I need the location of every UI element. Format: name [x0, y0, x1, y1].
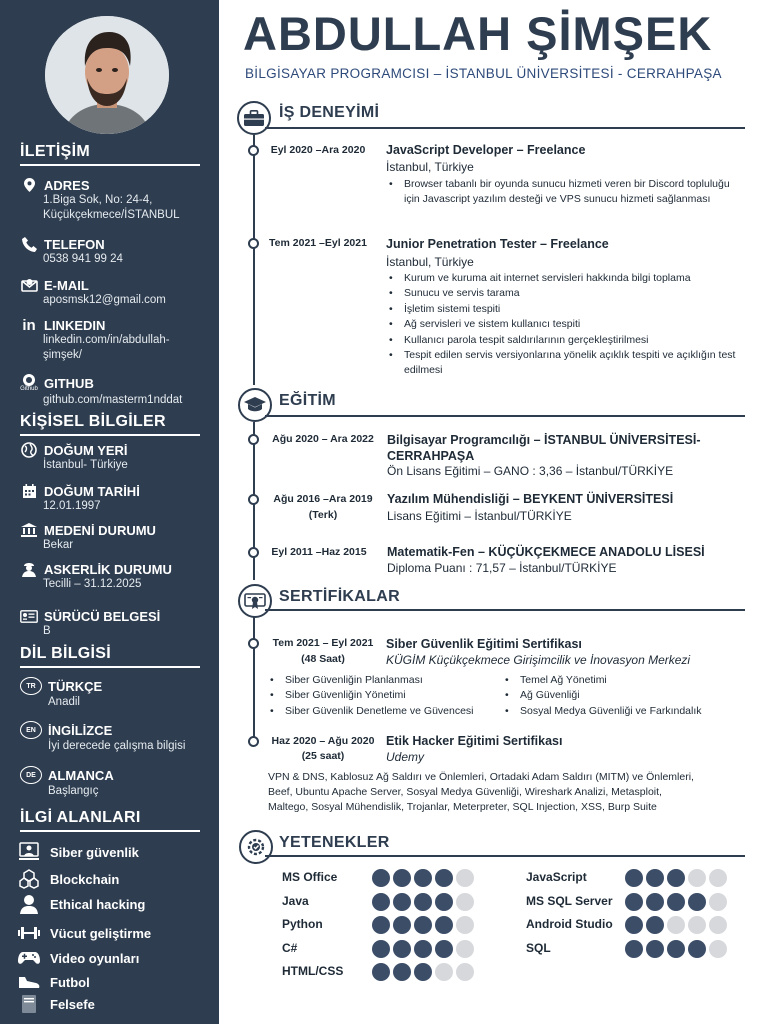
bullet-item: • Tespit edilen servis versiyonlarına yönelik açıklık tespiti ve açıklığın test edilmesi — [386, 348, 738, 379]
description-line: Maltego, Sosyal Mühendislik, Trojanlar, Meterpreter, SQL Injection, XSS, Burp Suite — [268, 800, 657, 813]
section-divider — [265, 127, 745, 129]
personal-label: MEDENİ DURUMU — [44, 522, 156, 538]
user-icon — [18, 894, 40, 914]
address-line-2: Küçükçekmece/İSTANBUL — [43, 209, 180, 221]
entry-detail: Lisans Eğitimi – İstanbul/TÜRKİYE — [387, 509, 572, 523]
contact-label: TELEFON — [44, 236, 105, 252]
bullet-item: • Siber Güvenlik Denetleme ve Güvencesi — [267, 704, 507, 719]
interest-item — [18, 842, 139, 862]
section-divider — [265, 415, 745, 417]
interest-name: Futbol — [50, 974, 90, 990]
interest-item — [18, 994, 95, 1014]
book-icon — [18, 994, 40, 1014]
entry-date: Ağu 2016 –Ara 2019 — [273, 493, 373, 505]
email-icon — [20, 277, 38, 293]
interest-name: Blockchain — [50, 871, 120, 887]
rating-dot-filled — [372, 916, 390, 934]
entry-date: Ağu 2020 – Ara 2022 — [272, 433, 374, 445]
rating-dot-empty — [709, 940, 727, 958]
description-line: Beef, Ubuntu Apache Server, Sosyal Medya Güvenliği, Wireshark Analizi, Metasploit, — [268, 785, 662, 798]
personal-label: SÜRÜCÜ BELGESİ — [44, 608, 161, 624]
certificate-icon — [238, 584, 272, 618]
personal-label: DOĞUM YERİ — [44, 442, 128, 458]
rating-dot-empty — [456, 963, 474, 981]
skill-rating — [625, 893, 727, 911]
personal-value: Tecilli – 31.12.2025 — [43, 578, 142, 590]
entry-description — [268, 770, 748, 814]
contact-address — [20, 177, 216, 223]
bullet-item: • Ağ Güvenliği — [502, 688, 742, 703]
skill-name: HTML/CSS — [282, 964, 344, 979]
entry-title: JavaScript Developer – Freelance — [386, 143, 586, 157]
rating-dot-filled — [435, 869, 453, 887]
dumbbell-icon — [18, 923, 40, 943]
rating-dot-filled — [393, 940, 411, 958]
contact-label: ADRES — [44, 177, 90, 193]
location-pin-icon — [20, 177, 38, 193]
skill-rating — [372, 869, 474, 887]
skill-name: Java — [282, 893, 309, 908]
rating-dot-filled — [435, 893, 453, 911]
entry-date: Tem 2021 –Eyl 2021 — [269, 237, 367, 249]
rating-dot-filled — [625, 893, 643, 911]
interest-item — [18, 869, 119, 889]
contact-label: GITHUB — [44, 375, 94, 391]
bullet-item: • İşletim sistemi tespiti — [386, 302, 738, 317]
entry-title: Yazılım Mühendisliği – BEYKENT ÜNİVERSİTESİ — [387, 492, 674, 506]
personal-license — [20, 608, 216, 639]
timeline-dot — [248, 494, 259, 505]
personal-birthplace — [20, 442, 216, 473]
language-level: Başlangıç — [48, 785, 99, 797]
interest-name: Video oyunları — [50, 950, 140, 966]
entry-date: Haz 2020 – Ağu 2020 — [271, 735, 375, 747]
entry-title: Bilgisayar Programcılığı – İSTANBUL ÜNİVERSİTESİ-CERRAHPAŞA — [387, 433, 701, 463]
timeline-dot — [248, 736, 259, 747]
rating-dot-filled — [625, 869, 643, 887]
contact-section-title: İLETİŞİM — [20, 143, 200, 166]
contact-github — [20, 373, 216, 408]
personal-value: 12.01.1997 — [43, 500, 101, 512]
rating-dot-empty — [688, 869, 706, 887]
entry-title: Siber Güvenlik Eğitimi Sertifikası — [386, 637, 582, 651]
contact-email — [20, 277, 216, 308]
interests-section-title: İLGİ ALANLARI — [20, 809, 200, 832]
rating-dot-filled — [667, 893, 685, 911]
interest-name: Vücut geliştirme — [50, 925, 152, 941]
entry-location: İstanbul, Türkiye — [386, 160, 474, 174]
entry-date: Eyl 2011 –Haz 2015 — [271, 546, 367, 558]
entry-title: Junior Penetration Tester – Freelance — [386, 237, 609, 251]
interest-name: Felsefe — [50, 996, 95, 1012]
personal-value: B — [43, 625, 51, 637]
contact-phone — [20, 236, 216, 267]
phone-number[interactable]: 0538 941 99 24 — [43, 253, 123, 265]
interest-name: Siber güvenlik — [50, 844, 139, 860]
rating-dot-empty — [456, 869, 474, 887]
rating-dot-empty — [709, 869, 727, 887]
skill-name: Android Studio — [526, 917, 613, 932]
linkedin-url-line-2[interactable]: şimşek/ — [43, 349, 82, 361]
rating-dot-filled — [435, 940, 453, 958]
languages-section-title: DİL BİLGİSİ — [20, 645, 200, 668]
skills-gear-icon — [239, 830, 273, 864]
entry-duration: (48 Saat) — [301, 653, 345, 665]
address-line-1: 1.Biga Sok, No: 24-4, — [43, 194, 153, 206]
rating-dot-empty — [456, 940, 474, 958]
interest-item — [18, 894, 145, 914]
rating-dot-filled — [688, 940, 706, 958]
rating-dot-filled — [625, 916, 643, 934]
license-card-icon — [20, 608, 38, 624]
rating-dot-empty — [667, 916, 685, 934]
rating-dot-filled — [393, 916, 411, 934]
skill-name: MS SQL Server — [526, 893, 613, 908]
bullet-item: • Siber Güvenliğin Yönetimi — [267, 688, 507, 703]
entry-bullets — [386, 271, 738, 379]
skill-rating — [372, 963, 474, 981]
bullet-item: • Browser tabanlı bir oyunda sunucu hizmeti veren bir Discord topluluğu için Javascript yazılım desteği ve VPS sunucu hizmeti sağlanması — [386, 177, 738, 208]
skill-name: C# — [282, 940, 298, 955]
shoe-icon — [18, 972, 40, 992]
personal-section-title: KİŞİSEL BİLGİLER — [20, 413, 200, 436]
github-icon — [20, 373, 38, 393]
personal-birthdate — [20, 483, 216, 514]
contact-label: LINKEDIN — [44, 317, 106, 333]
entry-bullets-left — [267, 673, 507, 719]
linkedin-url-line-1[interactable]: linkedin.com/in/abdullah- — [43, 334, 170, 346]
section-divider — [265, 609, 745, 611]
personal-marital — [20, 522, 216, 553]
blockchain-icon — [18, 869, 40, 889]
contact-linkedin — [20, 317, 216, 363]
language-badge-icon: DE — [20, 766, 42, 784]
bullet-item: • Kullanıcı parola tespit saldırılarının gerçekleştirilmesi — [386, 333, 738, 348]
rating-dot-filled — [414, 916, 432, 934]
timeline-dot — [248, 638, 259, 649]
section-divider — [265, 855, 745, 857]
rating-dot-filled — [414, 869, 432, 887]
sidebar — [0, 0, 219, 1024]
calendar-icon — [20, 483, 38, 499]
bullet-item: • Kurum ve kuruma ait internet servisleri hakkında bilgi toplama — [386, 271, 738, 286]
bullet-item: • Siber Güvenliğin Planlanması — [267, 673, 507, 688]
skill-rating — [372, 916, 474, 934]
language-level: İyi derecede çalışma bilgisi — [48, 740, 186, 752]
rating-dot-filled — [372, 940, 390, 958]
rating-dot-empty — [709, 916, 727, 934]
rating-dot-filled — [667, 940, 685, 958]
rating-dot-filled — [414, 963, 432, 981]
rating-dot-filled — [414, 940, 432, 958]
skill-rating — [625, 869, 727, 887]
timeline-line — [253, 616, 255, 746]
skill-name: MS Office — [282, 870, 338, 884]
rating-dot-filled — [646, 869, 664, 887]
rating-dot-empty — [709, 893, 727, 911]
building-icon — [20, 522, 38, 538]
entry-bullets — [386, 177, 738, 208]
language-name: ALMANCA — [48, 767, 114, 783]
entry-date-note: (Terk) — [308, 509, 338, 521]
rating-dot-filled — [435, 916, 453, 934]
timeline-dot — [248, 434, 259, 445]
entry-issuer: Udemy — [386, 750, 425, 764]
language-name: İNGİLİZCE — [48, 722, 113, 738]
rating-dot-empty — [456, 916, 474, 934]
email-address[interactable]: aposmsk12@gmail.com — [43, 294, 166, 306]
rating-dot-filled — [393, 893, 411, 911]
contact-label: E-MAIL — [44, 277, 89, 293]
language-badge-icon: TR — [20, 677, 42, 695]
phone-icon — [20, 236, 38, 252]
description-line: VPN & DNS, Kablosuz Ağ Saldırı ve Önlemleri, Ortadaki Adam Saldırı (MITM) ve Önlemleri, — [268, 771, 694, 783]
language-item — [20, 721, 216, 754]
rating-dot-filled — [646, 893, 664, 911]
interest-item — [18, 948, 139, 968]
language-name: TÜRKÇE — [48, 678, 103, 694]
rating-dot-filled — [372, 869, 390, 887]
bullet-item: • Sunucu ve servis tarama — [386, 286, 738, 301]
certificates-section-title: SERTİFİKALAR — [279, 588, 400, 605]
soldier-icon — [20, 561, 38, 577]
entry-title: Etik Hacker Eğitimi Sertifikası — [386, 734, 563, 748]
gamepad-icon — [18, 948, 40, 968]
github-icon-caption: Github — [20, 385, 38, 392]
rating-dot-filled — [414, 893, 432, 911]
linkedin-icon: in — [22, 316, 36, 334]
entry-detail: Ön Lisans Eğitimi – GANO : 3,36 – İstanbul/TÜRKİYE — [387, 464, 674, 478]
entry-date: Tem 2021 – Eyl 2021 — [272, 637, 374, 649]
personal-value: Bekar — [43, 539, 74, 551]
entry-date: Eyl 2020 –Ara 2020 — [270, 144, 366, 156]
timeline-dot — [248, 238, 259, 249]
skills-section-title: YETENEKLER — [279, 834, 390, 851]
rating-dot-empty — [456, 893, 474, 911]
rating-dot-filled — [646, 916, 664, 934]
skill-rating — [372, 940, 474, 958]
skill-rating — [625, 916, 727, 934]
timeline-line — [253, 135, 255, 385]
skill-name: SQL — [526, 940, 551, 955]
globe-icon — [20, 442, 38, 458]
personal-label: ASKERLİK DURUMU — [44, 561, 172, 577]
language-item — [20, 677, 216, 710]
entry-issuer: KÜGİM Küçükçekmece Girişimcilik ve İnovasyon Merkezi — [386, 653, 691, 667]
skill-rating — [625, 940, 727, 958]
briefcase-icon — [237, 101, 271, 135]
entry-title: Matematik-Fen – KÜÇÜKÇEKMECE ANADOLU LİSESİ — [387, 545, 705, 559]
language-level: Anadil — [48, 696, 80, 708]
personal-military — [20, 561, 216, 592]
personal-value: İstanbul- Türkiye — [43, 459, 128, 471]
rating-dot-filled — [372, 893, 390, 911]
experience-section-title: İŞ DENEYİMİ — [279, 104, 380, 121]
rating-dot-empty — [688, 916, 706, 934]
personal-label: DOĞUM TARİHİ — [44, 483, 140, 499]
skill-name: JavaScript — [526, 870, 587, 884]
bullet-item: • Temel Ağ Yönetimi — [502, 673, 742, 688]
bullet-item: • Sosyal Medya Güvenliği ve Farkındalık — [502, 704, 742, 719]
rating-dot-filled — [393, 963, 411, 981]
interest-item — [18, 972, 90, 992]
entry-location: İstanbul, Türkiye — [386, 255, 474, 269]
interest-name: Ethical hacking — [50, 896, 146, 912]
language-badge-icon: EN — [20, 721, 42, 739]
github-url[interactable]: github.com/masterm1nddat — [43, 394, 183, 406]
education-section-title: EĞİTİM — [279, 392, 336, 409]
entry-detail: Diploma Puanı : 71,57 – İstanbul/TÜRKİYE — [387, 561, 617, 575]
timeline-dot — [248, 145, 259, 156]
entry-duration: (25 saat) — [301, 750, 345, 762]
timeline-dot — [248, 547, 259, 558]
interest-item — [18, 923, 151, 943]
language-item — [20, 766, 216, 799]
rating-dot-filled — [372, 963, 390, 981]
rating-dot-filled — [667, 869, 685, 887]
bullet-item: • Ağ servisleri ve sistem kullanıcı tespiti — [386, 317, 738, 332]
profile-photo — [45, 16, 169, 134]
rating-dot-filled — [646, 940, 664, 958]
hacker-icon — [18, 842, 40, 862]
skill-rating — [372, 893, 474, 911]
rating-dot-filled — [625, 940, 643, 958]
rating-dot-filled — [688, 893, 706, 911]
rating-dot-filled — [393, 869, 411, 887]
rating-dot-empty — [435, 963, 453, 981]
entry-bullets-right — [502, 673, 742, 719]
candidate-name: ABDULLAH ŞİMŞEK — [243, 7, 713, 60]
skill-name: Python — [282, 917, 323, 932]
candidate-subtitle: BİLGİSAYAR PROGRAMCISI – İSTANBUL ÜNİVERSİTESİ - CERRAHPAŞA — [245, 66, 722, 81]
